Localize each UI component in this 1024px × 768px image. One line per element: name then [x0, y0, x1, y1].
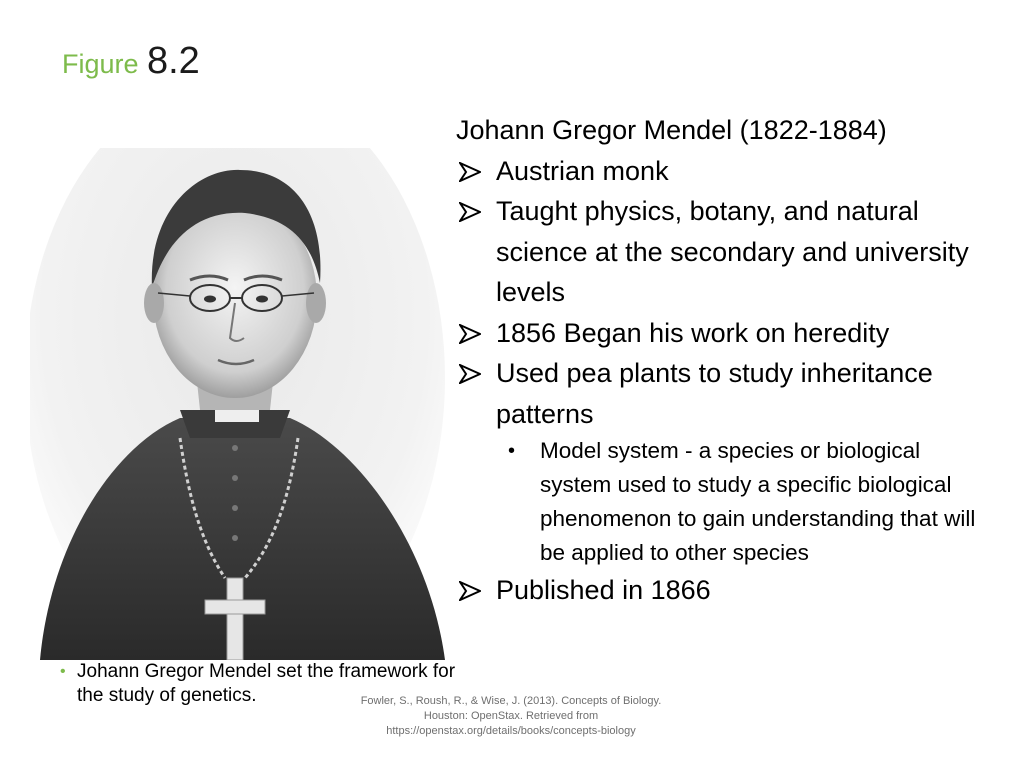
content-heading: Johann Gregor Mendel (1822-1884) [456, 115, 887, 145]
citation-line-2: Houston: OpenStax. Retrieved from [423, 710, 599, 722]
bullet-text: Published in 1866 [496, 575, 711, 605]
caption-dot-icon: • [60, 663, 66, 680]
bullet-item [456, 353, 996, 434]
bullet-text: Austrian monk [496, 155, 669, 186]
slide-title [62, 40, 200, 83]
arrow-bullet-icon [459, 202, 481, 222]
sub-bullet-item [456, 434, 996, 570]
mendel-facts [456, 110, 996, 611]
title-word: Figure [62, 49, 139, 79]
bullet-text: Taught physics, botany, and natural science at the secondary and university levels [496, 196, 969, 307]
title-number: 8.2 [146, 40, 200, 82]
bullet-item [456, 313, 996, 354]
arrow-bullet-icon [459, 162, 481, 182]
citation [350, 694, 672, 739]
bullet-text: 1856 Began his work on heredity [496, 317, 890, 348]
sub-bullet-list [456, 434, 996, 570]
bullet-text: Used pea plants to study inheritance patterns [496, 358, 933, 429]
arrow-bullet-icon [459, 581, 481, 601]
sub-bullet-text: Model system - a species or biological system used to study a specific biological phenomenon to gain understanding that will be applied to other species [540, 438, 976, 565]
dot-bullet-icon: • [508, 440, 516, 462]
citation-line-3[interactable]: https://openstax.org/details/books/concepts-biology [386, 725, 636, 737]
citation-line-1: Fowler, S., Roush, R., & Wise, J. (2013). Concepts of Biology. [360, 695, 662, 707]
caption-text: Johann Gregor Mendel set the framework for the study of genetics. [77, 661, 456, 706]
mendel-portrait [30, 148, 450, 660]
bullet-item [456, 151, 996, 192]
bullet-item [456, 191, 996, 313]
bullet-item [456, 570, 996, 611]
arrow-bullet-icon [459, 324, 481, 344]
arrow-bullet-icon [459, 364, 481, 384]
